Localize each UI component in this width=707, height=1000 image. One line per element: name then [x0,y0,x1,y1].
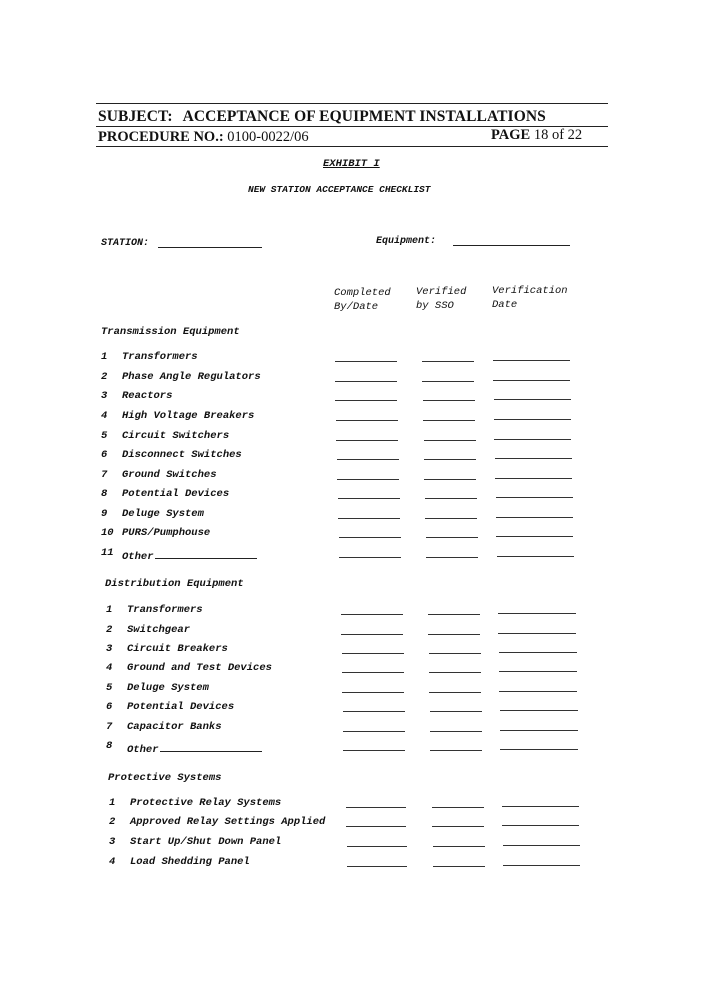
verified-by-sso-field[interactable] [426,557,478,558]
verification-date-field[interactable] [493,380,570,381]
row-label: Disconnect Switches [122,449,242,461]
row-number: 2 [106,624,113,636]
completed-by-date-field[interactable] [341,614,403,615]
verified-by-sso-field[interactable] [424,459,476,460]
completed-by-date-field[interactable] [347,866,407,867]
row-number: 8 [101,488,108,500]
row-number: 3 [101,390,108,402]
verified-by-sso-field[interactable] [425,518,477,519]
row-number: 5 [106,682,113,694]
row-label: High Voltage Breakers [122,410,255,422]
row-number: 6 [106,701,113,713]
verification-date-field[interactable] [494,439,571,440]
verification-date-field[interactable] [496,536,573,537]
completed-by-date-field[interactable] [342,653,404,654]
section-title-transmission: Transmission Equipment [101,326,240,338]
row-label-wrap [127,740,262,756]
verified-by-sso-field[interactable] [433,866,485,867]
verified-by-sso-field[interactable] [426,537,478,538]
verification-date-field[interactable] [495,458,572,459]
column-verified-line1: Verified [416,286,467,298]
station-label: STATION: [101,238,150,249]
completed-by-date-field[interactable] [337,479,399,480]
row-number: 10 [101,527,114,539]
row-label-wrap [122,547,257,563]
row-label: Phase Angle Regulators [122,371,261,383]
completed-by-date-field[interactable] [341,634,403,635]
row-number: 11 [101,547,114,559]
row-label: Circuit Switchers [122,430,230,442]
completed-by-date-field[interactable] [335,361,397,362]
verification-date-field[interactable] [498,633,576,634]
row-number: 5 [101,430,108,442]
completed-by-date-field[interactable] [343,711,405,712]
verification-date-field[interactable] [493,360,570,361]
verification-date-field[interactable] [494,419,571,420]
row-label: Reactors [122,390,173,402]
verified-by-sso-field[interactable] [422,361,474,362]
column-verified [416,285,466,313]
page-indicator [491,127,582,144]
procedure-line [98,129,309,146]
row-label: Transformers [127,604,203,616]
verified-by-sso-field[interactable] [432,807,484,808]
subject-line [98,108,546,126]
verification-date-field[interactable] [499,691,577,692]
completed-by-date-field[interactable] [347,846,407,847]
row-number: 1 [101,351,108,363]
completed-by-date-field[interactable] [339,537,401,538]
row-label: Protective Relay Systems [130,797,282,809]
section-title-distribution: Distribution Equipment [105,578,244,590]
verified-by-sso-field[interactable] [429,653,481,654]
row-number: 4 [101,410,108,422]
header-top-rule [96,103,608,104]
procedure-label: PROCEDURE NO.: [98,129,224,145]
row-number: 4 [106,662,113,674]
verification-date-field[interactable] [503,865,580,866]
row-label: Other [122,551,154,563]
column-completed [334,286,391,314]
row-number: 1 [109,797,116,809]
completed-by-date-field[interactable] [335,381,397,382]
verification-date-field[interactable] [499,652,577,653]
subject-text: ACCEPTANCE OF EQUIPMENT INSTALLATIONS [182,108,546,125]
row-label: Circuit Breakers [127,643,228,655]
section-title-protective: Protective Systems [108,772,222,784]
verified-by-sso-field[interactable] [422,381,474,382]
column-verification-date [492,284,568,312]
verification-date-field[interactable] [502,806,579,807]
row-number: 1 [106,604,113,616]
row-label: Ground and Test Devices [127,662,272,674]
verified-by-sso-field[interactable] [430,711,482,712]
row-label: Load Shedding Panel [130,856,250,868]
verification-date-field[interactable] [502,825,579,826]
verified-by-sso-field[interactable] [428,634,480,635]
row-label: Ground Switches [122,469,217,481]
row-number: 7 [101,469,108,481]
row-label: Potential Devices [122,488,230,500]
row-label: Deluge System [127,682,209,694]
verification-date-field[interactable] [497,556,574,557]
verified-by-sso-field[interactable] [430,731,482,732]
completed-by-date-field[interactable] [342,692,404,693]
verified-by-sso-field[interactable] [430,750,482,751]
row-label: Potential Devices [127,701,235,713]
verified-by-sso-field[interactable] [423,400,475,401]
equipment-field[interactable] [453,245,570,246]
verified-by-sso-field[interactable] [429,672,481,673]
station-field[interactable] [158,247,262,248]
completed-by-date-field[interactable] [335,400,397,401]
verified-by-sso-field[interactable] [424,440,476,441]
verified-by-sso-field[interactable] [423,420,475,421]
column-verification-line1: Verification [492,285,568,297]
row-number: 2 [109,816,116,828]
row-label: Start Up/Shut Down Panel [130,836,282,848]
other-specify-field[interactable] [155,547,257,559]
verification-date-field[interactable] [500,730,578,731]
page-label: PAGE [491,127,531,143]
row-number: 3 [109,836,116,848]
completed-by-date-field[interactable] [336,420,398,421]
completed-by-date-field[interactable] [338,518,400,519]
verification-date-field[interactable] [494,399,571,400]
verified-by-sso-field[interactable] [428,614,480,615]
page-number: 18 of 22 [533,127,583,143]
column-completed-line1: Completed [334,287,391,299]
verified-by-sso-field[interactable] [429,692,481,693]
row-label: Other [127,744,159,756]
subject-label: SUBJECT: [98,108,173,125]
row-number: 2 [101,371,108,383]
row-number: 6 [101,449,108,461]
verification-date-field[interactable] [503,845,580,846]
column-verified-line2: by SSO [416,300,454,312]
completed-by-date-field[interactable] [342,672,404,673]
verification-date-field[interactable] [500,710,578,711]
completed-by-date-field[interactable] [346,826,406,827]
row-number: 9 [101,508,108,520]
row-label: PURS/Pumphouse [122,527,211,539]
completed-by-date-field[interactable] [346,807,406,808]
completed-by-date-field[interactable] [339,557,401,558]
procedure-number: 0100-0022/06 [227,129,309,145]
row-label: Transformers [122,351,198,363]
verified-by-sso-field[interactable] [433,846,485,847]
equipment-label: Equipment: [376,236,437,247]
verified-by-sso-field[interactable] [424,479,476,480]
other-specify-field[interactable] [160,740,262,752]
row-number: 3 [106,643,113,655]
verification-date-field[interactable] [495,478,572,479]
row-label: Capacitor Banks [127,721,222,733]
verification-date-field[interactable] [499,671,577,672]
completed-by-date-field[interactable] [338,498,400,499]
completed-by-date-field[interactable] [343,750,405,751]
row-label: Approved Relay Settings Applied [130,816,326,828]
verification-date-field[interactable] [496,517,573,518]
verified-by-sso-field[interactable] [425,498,477,499]
row-number: 4 [109,856,116,868]
checklist-title: NEW STATION ACCEPTANCE CHECKLIST [248,184,431,195]
completed-by-date-field[interactable] [343,731,405,732]
verification-date-field[interactable] [498,613,576,614]
exhibit-title: EXHIBIT I [323,158,380,170]
row-label: Switchgear [127,624,191,636]
verified-by-sso-field[interactable] [432,826,484,827]
row-number: 8 [106,740,113,752]
completed-by-date-field[interactable] [336,440,398,441]
completed-by-date-field[interactable] [337,459,399,460]
verification-date-field[interactable] [496,497,573,498]
column-verification-line2: Date [492,299,518,311]
header-bottom-rule [96,146,608,147]
column-completed-line2: By/Date [334,301,379,313]
verification-date-field[interactable] [500,749,578,750]
row-label: Deluge System [122,508,204,520]
row-number: 7 [106,721,113,733]
